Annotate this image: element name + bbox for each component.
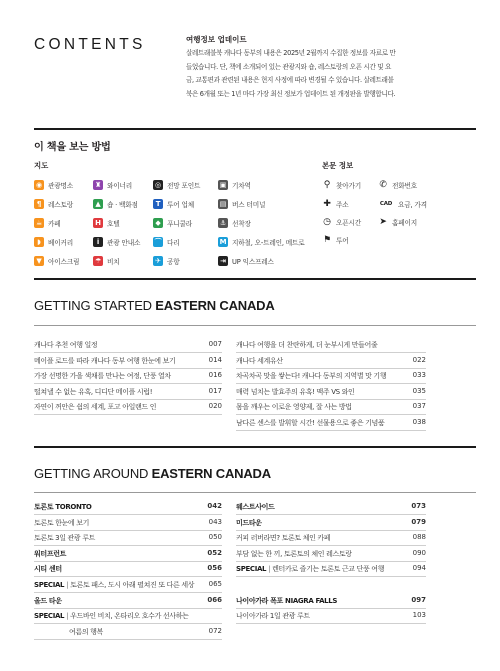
hotel-icon: H <box>93 218 103 228</box>
special-tag: SPECIAL <box>34 612 65 621</box>
entry-underline <box>34 530 222 531</box>
map-legend-item <box>34 199 73 209</box>
entry-underline <box>34 561 222 562</box>
toc-entry[interactable] <box>236 356 426 366</box>
toc-entry-title <box>34 611 189 621</box>
toc-entry[interactable] <box>236 502 426 512</box>
entry-underline <box>236 545 426 546</box>
page-number: 016 <box>208 371 222 380</box>
airport-icon: ✈ <box>153 256 163 266</box>
page-number: 056 <box>207 564 222 573</box>
toc-entry[interactable] <box>236 340 426 350</box>
toc-entry[interactable] <box>34 387 222 397</box>
map-legend-label: 와이너리 <box>107 182 133 190</box>
toc-entry-text: 캐나다 여행을 더 찬란하게, 더 눈부시게 만들어줄 <box>236 341 378 349</box>
info-legend-item <box>322 199 349 209</box>
map-legend-label: 관광 안내소 <box>107 239 141 247</box>
toc-entry-title <box>236 611 310 621</box>
info-legend-item <box>378 217 417 227</box>
camera-icon: ◉ <box>34 180 44 190</box>
clock-icon: ◷ <box>323 217 331 227</box>
toc-entry-title <box>236 533 330 543</box>
map-legend-label: 기차역 <box>232 182 251 190</box>
toc-entry-text: 커피 러버라면? 토론토 체인 카페 <box>236 534 331 543</box>
info-legend-label: 요금, 가격 <box>398 201 427 209</box>
info-legend-item <box>322 235 349 245</box>
toc-entry[interactable] <box>236 387 426 397</box>
pier-icon: ⚓ <box>219 219 227 227</box>
toc-entry-text: 토론토 3일 관광 루트 <box>34 534 96 543</box>
toc-entry[interactable] <box>34 549 222 559</box>
funicular-icon: ◆ <box>153 218 163 228</box>
entry-underline <box>34 545 222 546</box>
shop-icon: ▲ <box>93 199 103 209</box>
separator-bar: | <box>66 581 69 589</box>
entry-underline <box>34 623 222 624</box>
icecream-icon: ▼ <box>34 256 44 266</box>
toc-entry-title <box>236 387 354 397</box>
restaurant-icon: ¶ <box>34 199 44 209</box>
special-tag: SPECIAL <box>34 581 65 589</box>
cafe-icon: ☕ <box>35 219 43 227</box>
map-legend-label: 카페 <box>48 220 61 228</box>
section-divider <box>34 128 476 130</box>
page-number: 037 <box>412 402 426 411</box>
section-divider <box>34 278 476 280</box>
toc-entry-title <box>236 502 274 512</box>
page-number: 079 <box>411 517 426 526</box>
toc-entry-title <box>236 371 386 381</box>
toc-entry-title <box>34 549 66 559</box>
entry-underline <box>34 576 222 577</box>
page-number: 066 <box>207 595 222 604</box>
entry-underline <box>34 639 222 640</box>
map-legend-item <box>153 256 180 266</box>
map-legend-label: 아이스크림 <box>48 258 80 266</box>
special-tag: SPECIAL <box>236 565 267 574</box>
toc-entry[interactable] <box>236 611 426 621</box>
entry-underline <box>34 608 222 609</box>
toc-entry-title <box>236 402 352 412</box>
update-body: 살레트래블북 캐나다 동부의 내용은 2025년 2월까지 수집한 정보를 자료로 만 들었습니다. 단, 책에 소개되어 있는 관광지와 숍, 레스토랑의 오픈 시간 및 요 금, 교통편과 관련된 내용은 현지 사정에 따라 변경될 수 있습니다. 살레트래블 북은 6개월 또는 1년 마다 가장 최신 정보가 업데이트 된 개정판을 발행합니다. <box>186 49 396 98</box>
toc-entry[interactable] <box>236 402 426 412</box>
entry-underline <box>34 352 222 353</box>
toc-entry[interactable] <box>236 549 426 559</box>
beach-icon: ☂ <box>94 257 102 265</box>
toc-entry-title <box>34 371 171 381</box>
map-legend-label: 선착장 <box>232 220 251 228</box>
map-legend-heading: 지도 <box>34 161 49 170</box>
toc-entry[interactable] <box>236 564 426 574</box>
phone-icon: ✆ <box>379 180 387 190</box>
toc-entry[interactable] <box>34 402 222 412</box>
toc-entry[interactable] <box>236 418 426 428</box>
bridge-icon: ⌒ <box>154 238 162 246</box>
toc-entry-text: 워터프런트 <box>34 549 67 558</box>
toc-entry[interactable] <box>236 533 426 543</box>
page-number: 035 <box>412 386 426 395</box>
toc-entry[interactable] <box>236 596 426 606</box>
info-legend-item <box>322 180 361 190</box>
separator-bar: | <box>66 612 69 621</box>
page-title: CONTENTS <box>34 36 146 53</box>
toc-entry-text: 차곡차곡 맛을 쌓는다! 캐나다 동부의 지역별 맛 기행 <box>236 372 387 381</box>
info-legend-label: 오픈시간 <box>336 219 362 227</box>
toc-entry-title <box>236 418 384 428</box>
page-number: 065 <box>208 580 222 588</box>
toc-entry-text: 캐나다 세계유산 <box>236 356 283 365</box>
toc-entry-text: 남다른 센스를 발휘할 시간! 선물용으로 좋은 기념품 <box>236 419 385 427</box>
map-legend-item <box>153 180 200 190</box>
page-number: 020 <box>208 402 222 411</box>
map-legend-item <box>93 199 138 209</box>
map-legend-item <box>218 199 265 209</box>
address-icon: ✚ <box>323 199 331 209</box>
toc-entry[interactable] <box>34 627 222 637</box>
update-title: 여행정보 업데이트 <box>186 35 247 44</box>
map-legend-label: 숍 · 백화점 <box>107 201 138 209</box>
map-legend-item <box>93 256 120 266</box>
map-legend-item <box>93 218 120 228</box>
train-icon: ▣ <box>219 181 227 189</box>
entry-underline <box>236 414 426 415</box>
toc-entry-title <box>34 596 62 606</box>
info-legend-heading: 본문 정보 <box>322 161 354 170</box>
entry-underline <box>236 368 426 369</box>
entry-underline <box>236 383 426 384</box>
toc-entry[interactable] <box>34 533 222 543</box>
toc-entry-title <box>34 564 62 574</box>
page-number: 073 <box>411 502 426 510</box>
toc-entry[interactable] <box>34 340 222 350</box>
toc-entry-text: 가장 선명한 가을 색채를 만나는 여정, 단풍 열차 <box>34 372 171 381</box>
map-legend-label: 버스 터미널 <box>232 201 266 209</box>
toc-entry-text: 나이아가라 1일 관광 루트 <box>236 612 310 621</box>
entry-underline <box>34 399 222 400</box>
page-number: 014 <box>208 355 222 364</box>
page-number: 033 <box>412 371 426 380</box>
eye-icon: ◎ <box>153 180 163 190</box>
section-underline <box>34 325 476 326</box>
toc-entry[interactable] <box>34 611 222 621</box>
page-number: 038 <box>412 418 426 426</box>
toc-entry[interactable] <box>236 371 426 381</box>
separator-bar: | <box>268 565 271 574</box>
toc-entry[interactable] <box>34 502 222 512</box>
info-legend-label: 홈페이지 <box>392 219 418 227</box>
map-legend-item <box>153 237 180 247</box>
map-legend-label: 지하철, 오-트레인, 메트로 <box>232 239 305 247</box>
cad-icon: CAD <box>379 201 393 207</box>
section-underline <box>34 492 476 493</box>
toc-entry-text: 자연이 꺼안은 쉼의 세계, 포고 아일랜드 인 <box>34 403 157 412</box>
toc-entry-title <box>236 518 262 528</box>
page-number: 088 <box>412 533 426 542</box>
entry-underline <box>236 430 426 431</box>
toc-entry-title <box>34 402 156 412</box>
toc-entry-title <box>34 502 92 512</box>
up-express-icon: ⇥ <box>218 256 228 266</box>
cursor-icon: ➤ <box>379 217 387 227</box>
page-number: 072 <box>208 626 222 635</box>
page-number: 097 <box>411 595 426 604</box>
toc-entry-text: 몸을 깨우는 이로운 영양제, 잘 사는 방법 <box>236 403 352 412</box>
toc-entry-title <box>236 356 283 366</box>
map-legend-label: 호텔 <box>107 220 120 228</box>
toc-entry-text: 우드바인 비치, 온타리오 호수가 선사하는 <box>70 612 189 621</box>
page-number: 052 <box>207 548 222 557</box>
toc-entry-title <box>34 340 97 350</box>
getting-started-title: GETTING STARTED EASTERN CANADA <box>34 298 275 313</box>
map-legend-label: 다리 <box>167 239 180 247</box>
map-legend-item <box>153 218 192 228</box>
map-legend-item <box>218 256 274 266</box>
page-number: 103 <box>412 611 426 620</box>
info-icon: i <box>93 237 103 247</box>
toc-entry-title <box>236 564 384 574</box>
toc-entry-title <box>34 627 103 637</box>
info-legend-item <box>322 217 361 227</box>
toc-entry-title <box>236 340 377 350</box>
info-legend-label: 찾아가기 <box>336 182 362 190</box>
howto-title: 이 책을 보는 방법 <box>34 142 111 153</box>
toc-entry-text: 캐나다 추천 여행 일정 <box>34 341 98 349</box>
flag-icon: ⚑ <box>323 235 331 245</box>
map-legend-item <box>34 218 61 228</box>
map-legend-item <box>93 237 140 247</box>
map-legend-label: 비치 <box>107 258 120 266</box>
map-legend-item <box>93 180 132 190</box>
entry-underline <box>236 623 426 624</box>
map-legend-label: 베이커리 <box>48 239 74 247</box>
map-legend-item <box>34 237 73 247</box>
entry-underline <box>236 576 426 577</box>
entry-underline <box>236 514 426 515</box>
map-legend-item <box>218 237 305 247</box>
map-legend-item <box>218 180 251 190</box>
toc-entry-text: 렌터카로 즐기는 토론토 근교 단풍 여행 <box>272 565 385 574</box>
toc-entry-text: 미드타운 <box>236 518 262 527</box>
update-notice <box>186 34 476 101</box>
map-legend-label: UP 익스프레스 <box>232 258 274 266</box>
toc-entry[interactable] <box>34 580 222 590</box>
toc-entry-text: 올드 타운 <box>34 596 62 605</box>
page-number: 090 <box>412 548 426 557</box>
toc-entry-title <box>236 549 352 559</box>
location-pin-icon: ⚲ <box>323 180 331 190</box>
metro-icon: M <box>219 238 227 246</box>
toc-entry-title <box>34 356 175 366</box>
entry-underline <box>34 592 222 593</box>
map-legend-label: 푸니쿨라 <box>167 220 193 228</box>
toc-entry-text: 토론토 패스, 도시 아래 펼쳐진 또 다른 세상 <box>70 581 195 589</box>
map-legend-label: 투어 업체 <box>167 201 194 209</box>
map-legend-item <box>34 180 73 190</box>
wine-icon: ♜ <box>94 181 102 189</box>
map-legend-item <box>34 256 79 266</box>
toc-entry[interactable] <box>34 518 222 528</box>
page-number: 094 <box>412 564 426 573</box>
bakery-icon: ◗ <box>34 237 44 247</box>
entry-underline <box>236 352 426 353</box>
toc-entry-text: 나이아가라 폭포 NIAGRA FALLS <box>236 596 338 605</box>
toc-entry-title <box>34 518 89 528</box>
toc-entry-title <box>34 533 95 543</box>
map-legend-label: 레스토랑 <box>48 201 74 209</box>
page-number: 042 <box>207 502 222 510</box>
entry-underline <box>236 561 426 562</box>
info-legend-label: 주소 <box>336 201 349 209</box>
entry-underline <box>34 414 222 415</box>
toc-entry-text: 토론토 한눈에 보기 <box>34 518 90 527</box>
entry-underline <box>236 399 426 400</box>
toc-entry[interactable] <box>34 356 222 366</box>
toc-entry-text: 시티 센터 <box>34 565 62 574</box>
toc-entry-text: 부담 없는 한 끼, 토론토의 체인 레스토랑 <box>236 549 352 558</box>
page-number: 022 <box>412 355 426 364</box>
toc-entry-title <box>34 580 194 590</box>
page-number: 007 <box>208 340 222 348</box>
map-legend-label: 전망 포인트 <box>167 182 201 190</box>
toc-entry[interactable] <box>34 371 222 381</box>
map-legend-label: 관광명소 <box>48 182 74 190</box>
page-number: 050 <box>208 533 222 542</box>
bus-icon: ▤ <box>219 200 227 208</box>
toc-entry[interactable] <box>34 564 222 574</box>
toc-entry-title <box>236 596 337 606</box>
page-number: 043 <box>208 517 222 526</box>
info-legend-label: 전화번호 <box>392 182 418 190</box>
toc-entry-text: 토론토 TORONTO <box>34 503 92 511</box>
toc-entry[interactable] <box>34 596 222 606</box>
toc-entry-text: 매력 넘치는 발효주의 유혹! 맥주 VS 와인 <box>236 387 355 396</box>
section-divider <box>34 446 476 448</box>
info-legend-item <box>378 180 417 190</box>
info-legend-label: 투어 <box>336 237 349 245</box>
toc-entry-text: 여름의 행복 <box>69 627 103 636</box>
map-legend-item <box>218 218 251 228</box>
toc-entry-text: 떨쳐낼 수 없는 유혹, 디디단 메이플 시럽! <box>34 387 153 396</box>
entry-underline <box>34 514 222 515</box>
info-legend-item <box>378 199 427 209</box>
toc-entry[interactable] <box>236 518 426 528</box>
entry-underline <box>34 368 222 369</box>
getting-around-title: GETTING AROUND EASTERN CANADA <box>34 466 271 481</box>
entry-underline <box>236 608 426 609</box>
toc-entry-text: 웨스트사이드 <box>236 503 275 511</box>
entry-underline <box>34 383 222 384</box>
toc-entry-text: 메이플 로드를 따라 캐나다 동부 여행 한눈에 보기 <box>34 356 176 365</box>
page-number: 017 <box>208 386 222 395</box>
tour-icon: T <box>153 199 163 209</box>
map-legend-label: 공항 <box>167 258 180 266</box>
entry-underline <box>236 530 426 531</box>
toc-entry-title <box>34 387 152 397</box>
map-legend-item <box>153 199 194 209</box>
